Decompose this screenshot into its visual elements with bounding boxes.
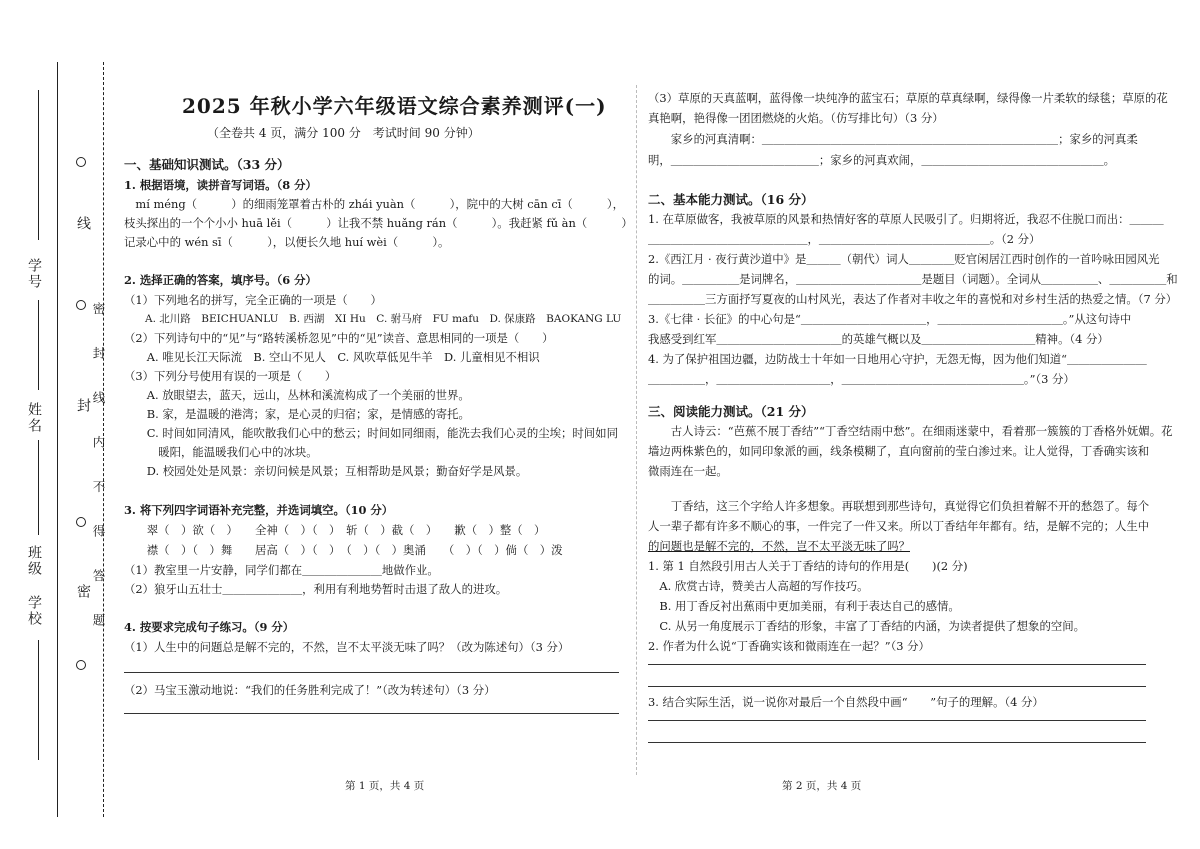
question-heading: 2. 选择正确的答案，填序号。（6 分）: [124, 273, 317, 287]
section-heading: 三、阅读能力测试。（21 分）: [648, 404, 814, 419]
page-footer-right: 第 2 页，共 4 页: [782, 780, 862, 792]
reading-text: 人一辈子都有许多不顺心的事，一件完了一件又来。所以丁香结年年都有。结，是解不完的；人生中: [648, 519, 1150, 533]
blank-name: [38, 300, 39, 390]
question-text: 1. 第 1 自然段引用古人关于丁香结的诗句的作用是( )(2 分): [648, 559, 968, 573]
option-text: C. 时间如同清风，能吹散我们心中的愁云；时间如同细雨，能洗去我们心灵的尘埃；时间如同: [124, 426, 618, 440]
question-text: ＿＿＿＿＿三方面抒写夏夜的山村风光，表达了作者对丰收之年的喜悦和对乡村生活的热爱之情。（7 分）: [648, 292, 1178, 306]
reading-text: 丁香结，这三个字给人许多想象。再联想到那些诗句，真觉得它们负担着解不开的愁怨了。每个: [648, 499, 1150, 513]
question-text: （3）草原的天真蓝啊，蓝得像一块纯净的蓝宝石；草原的草真绿啊，绿得像一片柔软的绿毯；草原的花: [648, 91, 1168, 105]
question-text: 翠（ ）欲（ ） 全神（ ）（ ） 斩（ ）截（ ） 歉（ ）整（ ）: [124, 523, 546, 537]
reading-text: 古人诗云：“芭蕉不展丁香结”“丁香空结雨中愁”。在细雨迷蒙中，看着那一簇簇的丁香格外妩媚。花: [648, 424, 1173, 438]
blank-class: [38, 440, 39, 535]
binding-hole: [76, 157, 86, 167]
blank-school: [38, 640, 39, 760]
question-text: （2）狼牙山五壮士＿＿＿＿＿＿＿，利用有利地势暂时击退了敌人的进攻。: [124, 582, 508, 596]
question-text: ＿＿＿＿＿，＿＿＿＿＿＿＿＿＿＿，＿＿＿＿＿＿＿＿＿＿＿＿＿＿＿＿。”（3 分）: [648, 372, 1075, 386]
question-heading: 4. 按要求完成句子练习。（9 分）: [124, 620, 295, 634]
section-heading: 一、基础知识测试。（33 分）: [124, 157, 290, 172]
question-text: （1）人生中的问题总是解不完的，不然，岂不太平淡无味了吗？（改为陈述句）（3 分）: [124, 640, 570, 654]
question-text: 3. 结合实际生活，说一说你对最后一个自然段中画“ ”句子的理解。（4 分）: [648, 695, 1044, 709]
option-text: D. 校园处处是风景：亲切问候是风景；互相帮助是风景；勤奋好学是风景。: [124, 464, 528, 478]
binding-hole: [76, 300, 86, 310]
exam-subtitle: （全卷共 4 页，满分 100 分 考试时间 90 分钟）: [207, 126, 480, 140]
question-text: （2）下列诗句中的“见”与“路转溪桥忽见”中的“见”读音、意思相同的一项是（ ）: [124, 331, 554, 345]
question-text: 记录心中的 wén sī（ ），以便长久地 huí wèi（ ）。: [124, 235, 450, 249]
option-text: A. 欣赏古诗，赞美古人高超的写作技巧。: [648, 579, 869, 593]
binding-hole: [76, 660, 86, 670]
seal-line-char: 线: [75, 216, 91, 232]
question-text: 真艳啊，艳得像一团团燃烧的火焰。（仿写排比句）（3 分）: [648, 111, 944, 125]
blank-student-id: [38, 90, 39, 240]
question-text: 3.《七律 · 长征》的中心句是“＿＿＿＿＿＿＿＿＿＿＿，＿＿＿＿＿＿＿＿＿＿＿。”从这句诗中: [648, 312, 1132, 326]
question-text: （3）下列分号使用有误的一项是（ ）: [124, 369, 337, 383]
page-divider: [636, 85, 637, 775]
binding-warning: 密 封 线 内 不 得 答 题: [91, 302, 106, 640]
question-text: （2）马宝玉激动地说：“我们的任务胜利完成了！”（改为转述句）（3 分）: [124, 683, 496, 697]
label-school: 学校: [26, 595, 42, 627]
question-text: ＿＿＿＿＿＿＿＿＿＿＿＿＿＿，＿＿＿＿＿＿＿＿＿＿＿＿＿＿＿。（2 分）: [648, 232, 1041, 246]
answer-line[interactable]: [648, 720, 1146, 721]
question-text: 枝头探出的一个个小小 huā lěi（ ）让我不禁 huǎng rán（ ）。我赶紧 fǔ àn（ ）: [124, 216, 633, 230]
question-heading: 1. 根据语境，读拼音写词语。（8 分）: [124, 178, 317, 192]
option-text: A. 唯见长江天际流 B. 空山不见人 C. 风吹草低见牛羊 D. 儿童相见不相识: [124, 350, 540, 364]
question-text: 襟（ ）（ ）舞 居高（ ）（ ） （ ）（ ）奥涌 （ ）（ ）倘（ ）泼: [124, 543, 563, 557]
label-name: 姓名: [26, 402, 42, 434]
reading-text: 微雨连在一起。: [648, 464, 728, 478]
label-class: 班级: [26, 545, 42, 577]
section-heading: 二、基本能力测试。（16 分）: [648, 192, 814, 207]
question-text: 2.《西江月 · 夜行黄沙道中》是＿＿＿（朝代）词人＿＿＿＿贬官闲居江西时创作的一首吟咏田园风光: [648, 252, 1160, 266]
question-text: 我感受到红军＿＿＿＿＿＿＿＿＿＿＿的英雄气概以及＿＿＿＿＿＿＿＿＿＿精神。（4 分）: [648, 332, 1109, 346]
answer-line[interactable]: [648, 664, 1146, 665]
question-text: 4. 为了保护祖国边疆，边防战士十年如一日地用心守护，无怨无悔，因为他们知道“＿＿＿＿＿＿＿: [648, 352, 1147, 366]
question-heading: 3. 将下列四字词语补充完整，并选词填空。（10 分）: [124, 503, 394, 517]
option-text: 暖阳，能温暖我们心中的冰块。: [124, 445, 318, 459]
binding-outer-line: [57, 62, 58, 817]
option-text: C. 从另一角度展示丁香结的形象，丰富了丁香结的内涵，为读者提供了想象的空间。: [648, 619, 1086, 633]
answer-line[interactable]: [648, 686, 1146, 687]
question-text: 1. 在草原做客，我被草原的风景和热情好客的草原人民吸引了。归期将近，我忍不住脱口而出：＿＿＿: [648, 212, 1164, 226]
question-text: mí méng（ ）的细雨笼罩着古朴的 zhái yuàn（ ），院中的大树 cān cī（ ），: [124, 197, 625, 211]
answer-line[interactable]: [124, 713, 619, 714]
question-text: （1）教室里一片安静，同学们都在＿＿＿＿＿＿＿地做作业。: [124, 563, 439, 577]
binding-hole: [76, 517, 86, 527]
reading-text-underlined: 的问题也是解不完的，不然，岂不太平淡无味了吗？: [648, 539, 910, 553]
page-footer-left: 第 1 页，共 4 页: [345, 780, 425, 792]
seal-secret-char: 密: [75, 584, 91, 600]
option-text: B. 家，是温暖的港湾；家，是心灵的归宿；家，是情感的寄托。: [124, 407, 470, 421]
page-title: 2025 年秋小学六年级语文综合素养测评(一): [182, 94, 607, 118]
option-text: A. 北川路 BEICHUANLU B. 西湖 XI Hu C. 驸马府 FU mafu D. 保康路 BAOKANG LU: [124, 313, 622, 325]
option-text: A. 放眼望去，蓝天，远山，丛林和溪流构成了一个美丽的世界。: [124, 388, 470, 402]
option-text: B. 用丁香反衬出蕉雨中更加美丽，有利于表达自己的感情。: [648, 599, 960, 613]
reading-text: 墙边两株紫色的，如同印象派的画，线条模糊了，直向窗前的莹白渗过来。让人觉得，丁香确实该和: [648, 444, 1150, 458]
label-student-id: 学号: [26, 258, 42, 290]
question-text: 家乡的河真清啊：＿＿＿＿＿＿＿＿＿＿＿＿＿＿＿＿＿＿＿＿＿＿＿＿＿＿；家乡的河真柔: [648, 132, 1138, 146]
question-text: 明，＿＿＿＿＿＿＿＿＿＿＿＿＿；家乡的河真欢闹，＿＿＿＿＿＿＿＿＿＿＿＿＿＿＿＿。: [648, 153, 1116, 167]
question-text: 的词。＿＿＿＿＿是词牌名，＿＿＿＿＿＿＿＿＿＿＿是题目（词题）。全词从＿＿＿＿＿、＿＿＿＿＿和: [648, 272, 1178, 286]
question-text: （1）下列地名的拼写，完全正确的一项是（ ）: [124, 293, 382, 307]
answer-line[interactable]: [648, 742, 1146, 743]
seal-seal-char: 封: [75, 398, 91, 414]
question-text: 2. 作者为什么说“丁香确实该和微雨连在一起？”（3 分）: [648, 639, 930, 653]
answer-line[interactable]: [124, 672, 619, 673]
